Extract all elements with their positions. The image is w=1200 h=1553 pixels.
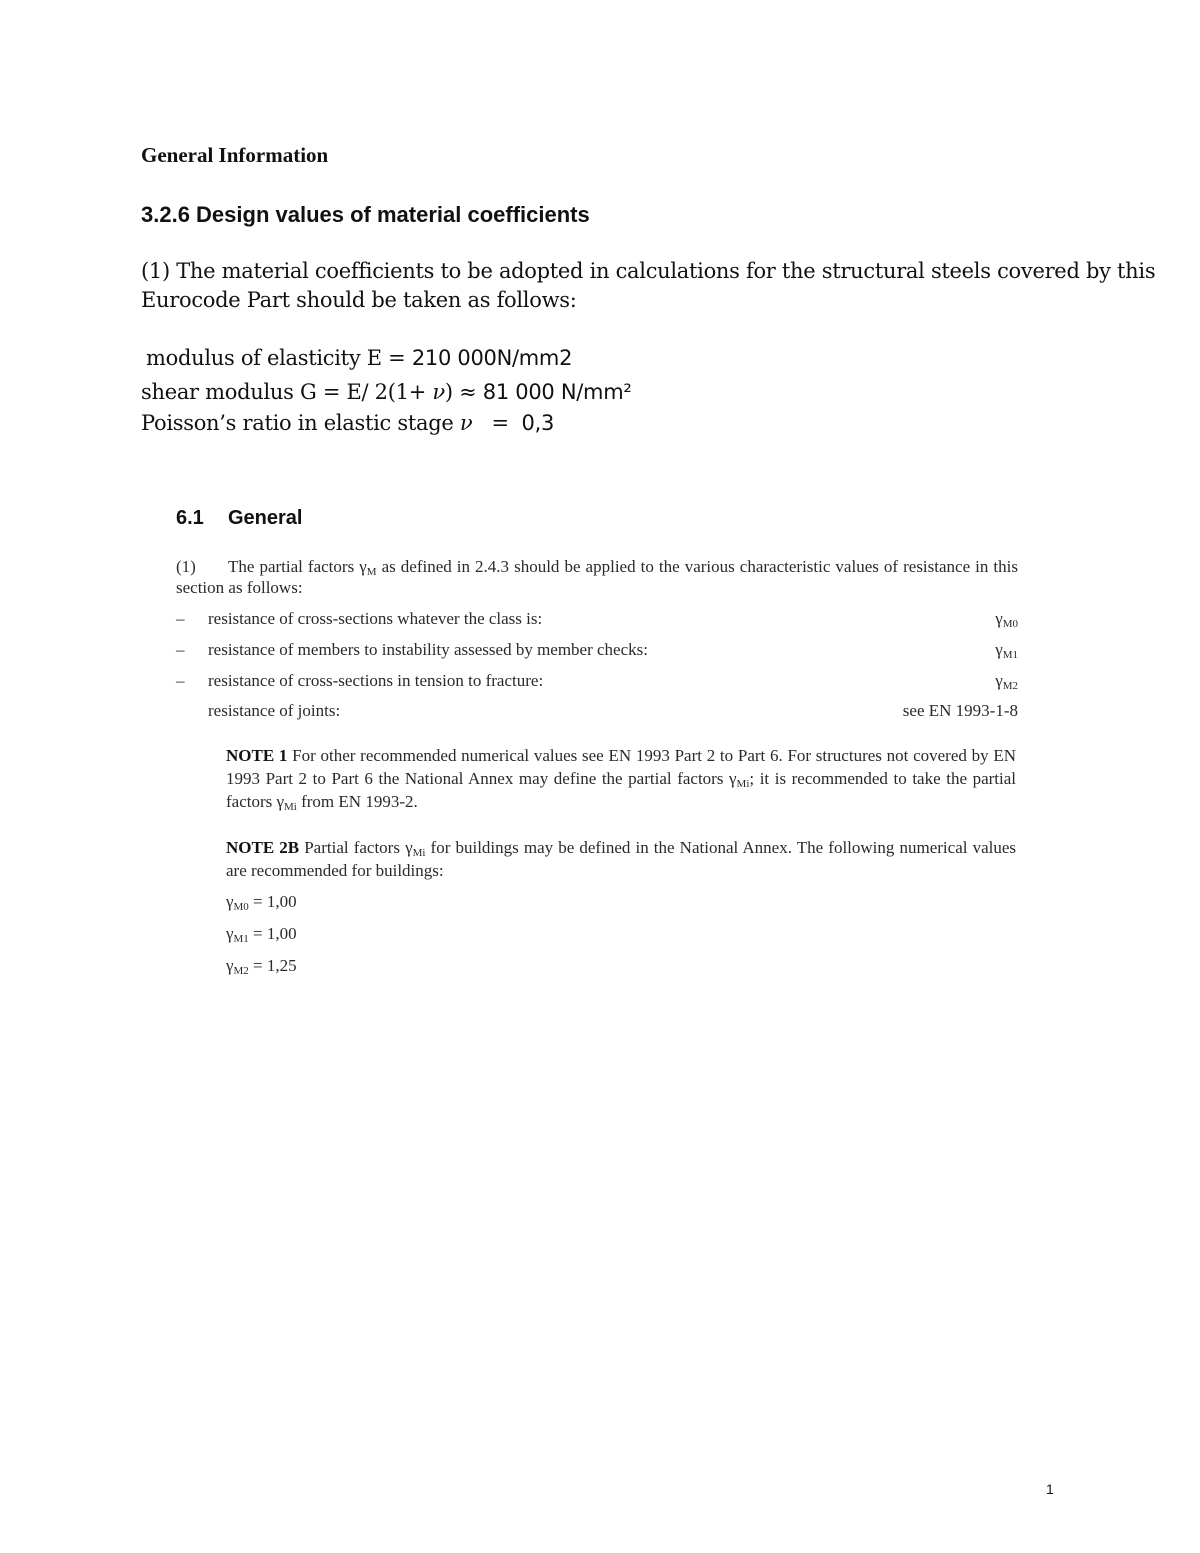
subscript: Mi — [284, 801, 297, 813]
note-text: ; it is recommended to take the partial factors γ — [226, 769, 1016, 811]
list-item-symbol: $\gamma_{M0}$ — [995, 609, 1018, 630]
heading-title: General — [228, 507, 303, 529]
list-item-text: resistance of members to instability assessed by member checks: — [208, 640, 648, 659]
nu-symbol: ν — [459, 411, 473, 435]
coef-label: modulus of elasticity E = — [146, 346, 412, 370]
note-text: Partial factors γ — [299, 838, 413, 857]
shear-modulus — [141, 380, 631, 404]
note-text: from EN 1993-2. — [296, 792, 418, 811]
coef-label: Poisson’s ratio in elastic stage — [141, 411, 460, 435]
gamma-m1-value: $\gamma_{M1} = 1,00$ — [226, 924, 297, 945]
note-1 — [226, 744, 1016, 813]
coef-value: 210 000N/mm2 — [411, 346, 573, 370]
paragraph-text: as defined in 2.4.3 should be applied to the various characteristic values of resistance in this section as follows: — [176, 557, 1018, 597]
coef-label: shear modulus G = E/ 2(1+ — [141, 380, 433, 404]
paragraph-text: The partial factors γ — [228, 557, 367, 576]
nu-symbol: ν — [432, 380, 445, 404]
section-label: General Information — [141, 143, 329, 167]
gamma-m0-value: $\gamma_{M0} = 1,00$ — [226, 892, 297, 913]
list-dash: – — [176, 609, 185, 628]
modulus-of-elasticity — [146, 346, 572, 370]
note-label: NOTE 2B — [226, 838, 300, 857]
note-label: NOTE 1 — [226, 746, 288, 765]
paragraph-line: Eurocode Part should be taken as follows: — [141, 288, 577, 312]
list-item-text: resistance of cross-sections in tension to fracture: — [208, 671, 544, 690]
list-dash: – — [176, 640, 185, 659]
note-text: For other recommended numerical values see EN 1993 Part 2 to Part 6. For structures not covered by EN 1993 Part 2 to Part 6 the National Annex may define the partial factors γ — [226, 746, 1016, 788]
coef-value: 0,3 — [521, 411, 555, 435]
paragraph-line: (1) The material coefficients to be adopted in calculations for the structural steels covered by this — [141, 259, 1156, 283]
coef-value: 81 000 N/mm² — [482, 380, 632, 404]
paragraph-label: (1) — [176, 557, 196, 576]
page-number: 1 — [1046, 1481, 1054, 1497]
note-2b — [226, 836, 1016, 882]
gamma-m2-value: $\gamma_{M2} = 1,25$ — [226, 956, 297, 977]
heading-6-1 — [176, 507, 302, 530]
list-item-symbol: $\gamma_{M1}$ — [995, 640, 1018, 661]
list-item-reference: see EN 1993-1-8 — [902, 701, 1018, 720]
paragraph-partial-factors — [176, 556, 1018, 598]
note-text: for buildings may be defined in the National Annex. The following numerical values are recommended for buildings: — [226, 838, 1016, 880]
heading-number: 6.1 — [176, 507, 204, 529]
subscript: M — [366, 566, 377, 578]
poissons-ratio — [141, 411, 554, 435]
list-item-symbol: $\gamma_{M2}$ — [995, 671, 1018, 692]
subscript: Mi — [412, 847, 426, 859]
heading-3-2-6: 3.2.6 Design values of material coefficients — [141, 202, 590, 227]
subscript: Mi — [736, 778, 750, 790]
paragraph-material-coefficients — [141, 257, 1156, 315]
list-item-text: resistance of joints: — [208, 701, 341, 720]
coef-operator: = — [472, 411, 522, 435]
list-dash: – — [176, 671, 185, 690]
coef-operator: ) ≈ — [444, 380, 483, 404]
list-item-text: resistance of cross-sections whatever the class is: — [208, 609, 543, 628]
